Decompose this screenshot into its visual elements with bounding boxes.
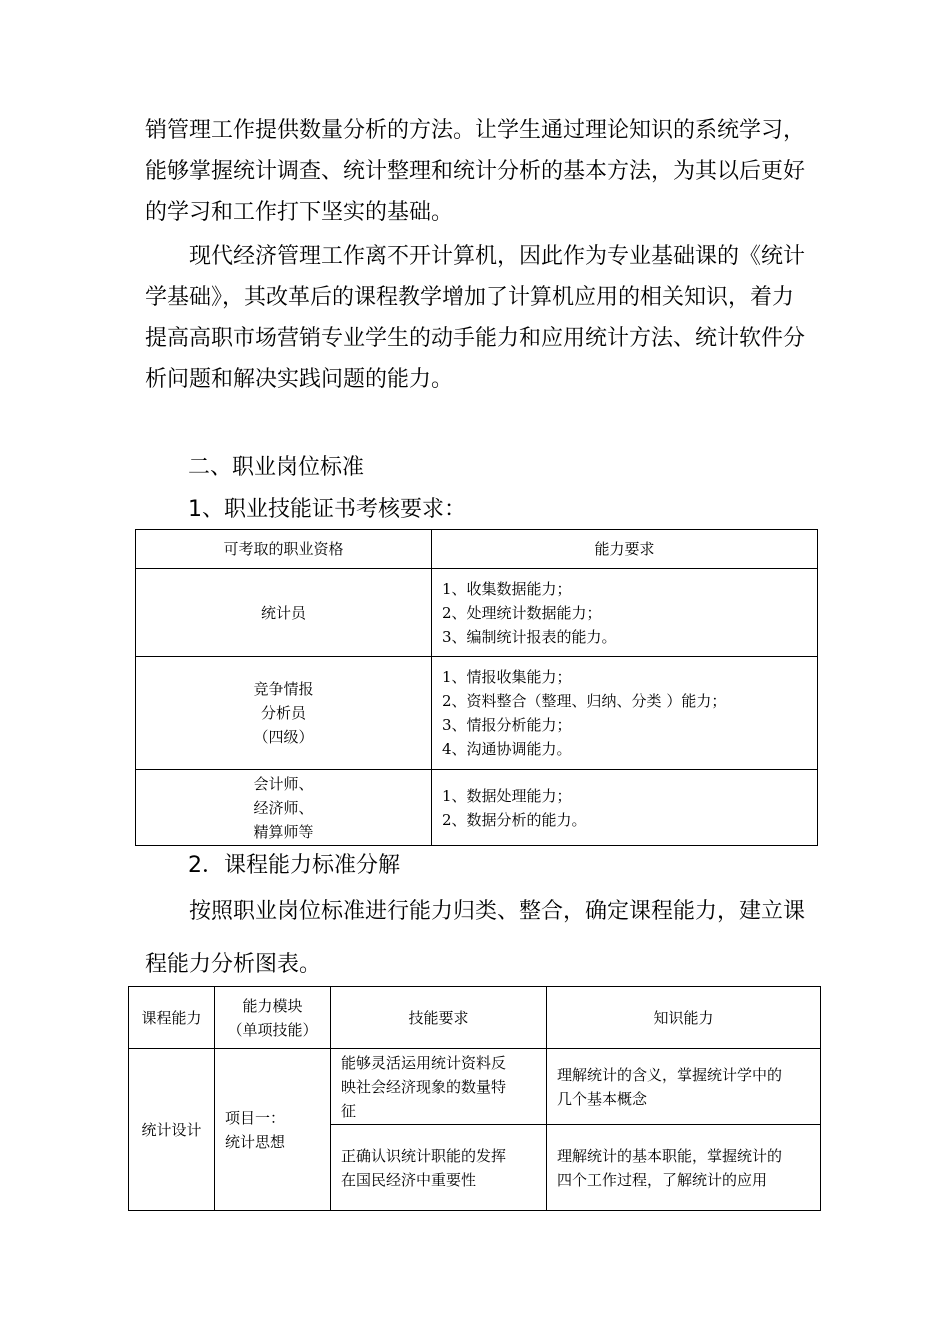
course-ability-table	[128, 986, 821, 1211]
qualification-cell	[136, 770, 432, 846]
cell-line: 3、编制统计报表的能力。	[442, 627, 617, 646]
text-line: 现代经济管理工作离不开计算机，因此作为专业基础课的《统计	[145, 244, 806, 269]
cell-line: 竞争情报	[253, 680, 314, 698]
cell-line: 1、收集数据能力；	[442, 579, 572, 598]
section-heading: 二、职业岗位标准	[188, 455, 365, 480]
cell-line: 映社会经济现象的数量特	[341, 1077, 507, 1096]
cell-line: 几个基本概念	[557, 1089, 648, 1108]
requirements-cell	[432, 569, 818, 657]
table-header-row	[129, 987, 821, 1049]
text-line: 程能力分析图表。	[145, 952, 322, 977]
cell-line: 4、沟通协调能力。	[442, 740, 572, 758]
header-skill: 技能要求	[331, 987, 547, 1049]
qualification-cell	[136, 569, 432, 657]
cell-line: 精算师等	[253, 822, 314, 841]
certification-table	[135, 529, 818, 846]
header-qualification: 可考取的职业资格	[136, 530, 432, 569]
cell-line: （四级）	[253, 728, 314, 746]
header-module	[215, 987, 331, 1049]
skill-cell	[331, 1125, 547, 1211]
text-line: 按照职业岗位标准进行能力归类、整合，确定课程能力，建立课	[145, 899, 806, 924]
text-line: 析问题和解决实践问题的能力。	[145, 367, 454, 392]
header-requirements: 能力要求	[432, 530, 818, 569]
knowledge-cell	[547, 1125, 821, 1211]
cell-line: 统计思想	[225, 1132, 286, 1151]
text-line: 提高高职市场营销专业学生的动手能力和应用统计方法、统计软件分	[145, 326, 806, 351]
module-cell	[215, 1049, 331, 1211]
text-line: 学基础》，其改革后的课程教学增加了计算机应用的相关知识，着力	[145, 285, 795, 310]
table-row	[129, 1049, 821, 1125]
cell-line: 经济师、	[253, 798, 314, 817]
requirements-cell	[432, 657, 818, 770]
cell-line: 正确认识统计职能的发挥	[341, 1146, 507, 1165]
requirements-cell	[432, 770, 818, 846]
cell-line: 会计师、	[253, 774, 314, 793]
cell-line: 2、资料整合（整理、归纳、分类 ）能力；	[442, 692, 727, 710]
header-knowledge: 知识能力	[547, 987, 821, 1049]
cell-line: （单项技能）	[227, 1020, 318, 1039]
skill-cell	[331, 1049, 547, 1125]
course-ability-cell: 统计设计	[129, 1049, 215, 1211]
table-row	[136, 569, 818, 657]
text-line: 销管理工作提供数量分析的方法。让学生通过理论知识的系统学习，	[145, 118, 806, 143]
cell-line: 分析员	[260, 704, 306, 722]
cell-line: 1、情报收集能力；	[442, 668, 572, 686]
qualification-cell	[136, 657, 432, 770]
cell-line: 四个工作过程，了解统计的应用	[557, 1170, 768, 1189]
cell-line: 在国民经济中重要性	[341, 1170, 477, 1189]
table-header-row	[136, 530, 818, 569]
cell-line: 项目一：	[225, 1108, 286, 1127]
header-course-ability: 课程能力	[129, 987, 215, 1049]
intro-paragraph-2	[145, 236, 815, 400]
text-line: 能够掌握统计调查、统计整理和统计分析的基本方法，为其以后更好	[145, 159, 806, 184]
table-row	[136, 657, 818, 770]
text-line: 的学习和工作打下坚实的基础。	[145, 200, 454, 225]
intro-paragraph-1	[145, 110, 815, 233]
cell-line: 理解统计的基本职能，掌握统计的	[557, 1146, 783, 1165]
cell-line: 1、数据处理能力；	[442, 786, 572, 805]
cell-line: 能力模块	[242, 996, 303, 1015]
cell-line: 理解统计的含义，掌握统计学中的	[557, 1065, 783, 1084]
cell-line: 统计员	[260, 603, 306, 622]
cell-line: 能够灵活运用统计资料反	[341, 1053, 507, 1072]
cell-line: 2、数据分析的能力。	[442, 810, 587, 829]
cell-line: 2、处理统计数据能力；	[442, 603, 602, 622]
table-row	[136, 770, 818, 846]
subsection-heading-1: 1、职业技能证书考核要求：	[188, 497, 466, 522]
cell-line: 3、情报分析能力；	[442, 716, 572, 734]
knowledge-cell	[547, 1049, 821, 1125]
paragraph-3	[145, 885, 815, 991]
subsection-heading-2: 2．课程能力标准分解	[188, 853, 400, 878]
cell-line: 征	[341, 1101, 357, 1120]
